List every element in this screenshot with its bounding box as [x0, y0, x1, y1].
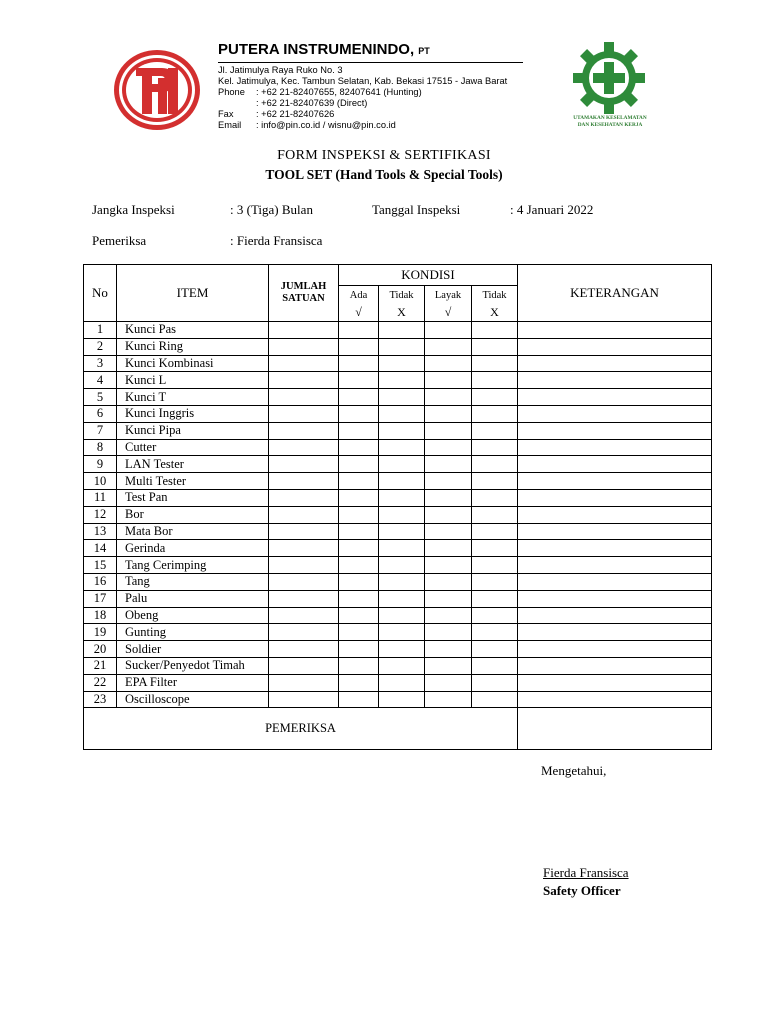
row-tidak-ada-cell[interactable] [379, 456, 425, 473]
row-tidak-ada-cell[interactable] [379, 355, 425, 372]
row-tidak-ada-cell[interactable] [379, 338, 425, 355]
row-tidak-layak-cell[interactable] [472, 338, 518, 355]
row-no: 11 [84, 489, 117, 506]
table-row [84, 389, 712, 406]
row-item: Gerinda [117, 540, 269, 557]
company-name-text: PUTERA INSTRUMENINDO, [218, 41, 415, 58]
row-keterangan-cell[interactable] [518, 607, 712, 624]
row-tidak-ada-cell[interactable] [379, 473, 425, 490]
row-tidak-layak-cell[interactable] [472, 439, 518, 456]
row-layak-cell[interactable] [425, 439, 472, 456]
header-layak [425, 286, 472, 322]
row-no: 14 [84, 540, 117, 557]
row-tidak-ada-cell[interactable] [379, 506, 425, 523]
row-jumlah-cell[interactable] [269, 641, 339, 658]
table-row [84, 489, 712, 506]
row-jumlah-cell[interactable] [269, 573, 339, 590]
company-suffix: PT [418, 46, 430, 56]
row-tidak-ada-cell[interactable] [379, 523, 425, 540]
row-jumlah-cell[interactable] [269, 338, 339, 355]
footer-pemeriksa: PEMERIKSA [84, 708, 518, 750]
row-jumlah-cell[interactable] [269, 322, 339, 339]
row-item: Kunci Kombinasi [117, 355, 269, 372]
row-keterangan-cell[interactable] [518, 405, 712, 422]
row-tidak-ada-cell[interactable] [379, 590, 425, 607]
row-ada-cell[interactable] [339, 322, 379, 339]
k3-slogan-line1: UTAMAKAN KESELAMATAN [573, 115, 647, 121]
k3-slogan [552, 115, 668, 129]
company-name [218, 41, 430, 58]
row-keterangan-cell[interactable] [518, 322, 712, 339]
header-tidak-label: Tidak [389, 290, 414, 301]
table-row [84, 624, 712, 641]
table-row [84, 322, 712, 339]
row-item: Gunting [117, 624, 269, 641]
row-tidak-ada-cell[interactable] [379, 573, 425, 590]
row-keterangan-cell[interactable] [518, 674, 712, 691]
row-no: 1 [84, 322, 117, 339]
row-no: 9 [84, 456, 117, 473]
form-subtitle: TOOL SET (Hand Tools & Special Tools) [265, 167, 503, 182]
k3-gear-cross-icon [562, 42, 656, 114]
row-jumlah-cell[interactable] [269, 456, 339, 473]
letterhead [100, 36, 668, 140]
row-ada-cell[interactable] [339, 657, 379, 674]
row-layak-cell[interactable] [425, 674, 472, 691]
row-item: Soldier [117, 641, 269, 658]
row-tidak-ada-cell[interactable] [379, 624, 425, 641]
row-ada-cell[interactable] [339, 489, 379, 506]
row-item: EPA Filter [117, 674, 269, 691]
row-keterangan-cell[interactable] [518, 691, 712, 708]
row-keterangan-cell[interactable] [518, 456, 712, 473]
row-ada-cell[interactable] [339, 355, 379, 372]
row-no: 8 [84, 439, 117, 456]
row-item: Cutter [117, 439, 269, 456]
row-tidak-layak-cell[interactable] [472, 557, 518, 574]
contact-label: Phone [218, 87, 245, 97]
row-layak-cell[interactable] [425, 405, 472, 422]
row-ada-cell[interactable] [339, 641, 379, 658]
row-tidak-ada-cell[interactable] [379, 557, 425, 574]
row-jumlah-cell[interactable] [269, 557, 339, 574]
table-row [84, 372, 712, 389]
row-keterangan-cell[interactable] [518, 557, 712, 574]
row-keterangan-cell[interactable] [518, 590, 712, 607]
table-row [84, 657, 712, 674]
row-item: LAN Tester [117, 456, 269, 473]
row-layak-cell[interactable] [425, 456, 472, 473]
table-row [84, 523, 712, 540]
row-keterangan-cell[interactable] [518, 372, 712, 389]
row-jumlah-cell[interactable] [269, 657, 339, 674]
row-layak-cell[interactable] [425, 322, 472, 339]
row-jumlah-cell[interactable] [269, 607, 339, 624]
row-tidak-layak-cell[interactable] [472, 540, 518, 557]
row-layak-cell[interactable] [425, 389, 472, 406]
row-no: 16 [84, 573, 117, 590]
row-keterangan-cell[interactable] [518, 389, 712, 406]
row-tidak-ada-cell[interactable] [379, 439, 425, 456]
row-layak-cell[interactable] [425, 506, 472, 523]
row-layak-cell[interactable] [425, 557, 472, 574]
row-layak-cell[interactable] [425, 641, 472, 658]
header-jumlah: JUMLAH [280, 281, 327, 292]
row-no: 15 [84, 557, 117, 574]
row-item: Kunci T [117, 389, 269, 406]
row-tidak-ada-cell[interactable] [379, 641, 425, 658]
row-keterangan-cell[interactable] [518, 355, 712, 372]
row-keterangan-cell[interactable] [518, 489, 712, 506]
header-ada-label: Ada [349, 290, 368, 301]
row-jumlah-cell[interactable] [269, 489, 339, 506]
row-ada-cell[interactable] [339, 590, 379, 607]
header-layak-mark: √ [444, 305, 452, 319]
row-ada-cell[interactable] [339, 338, 379, 355]
table-row [84, 691, 712, 708]
row-layak-cell[interactable] [425, 372, 472, 389]
row-tidak-layak-cell[interactable] [472, 489, 518, 506]
row-jumlah-cell[interactable] [269, 422, 339, 439]
row-jumlah-cell[interactable] [269, 439, 339, 456]
row-jumlah-cell[interactable] [269, 624, 339, 641]
row-tidak-ada-cell[interactable] [379, 372, 425, 389]
row-layak-cell[interactable] [425, 657, 472, 674]
row-layak-cell[interactable] [425, 624, 472, 641]
row-keterangan-cell[interactable] [518, 540, 712, 557]
row-tidak-ada-cell[interactable] [379, 540, 425, 557]
row-no: 2 [84, 338, 117, 355]
row-tidak-layak-cell[interactable] [472, 641, 518, 658]
table-row [84, 557, 712, 574]
row-item: Kunci Inggris [117, 405, 269, 422]
row-no: 21 [84, 657, 117, 674]
row-ada-cell[interactable] [339, 674, 379, 691]
row-no: 23 [84, 691, 117, 708]
header-tidak-mark: X [397, 305, 406, 319]
row-tidak-ada-cell[interactable] [379, 322, 425, 339]
header-layak-label: Layak [434, 290, 462, 301]
row-layak-cell[interactable] [425, 338, 472, 355]
row-jumlah-cell[interactable] [269, 506, 339, 523]
row-item: Kunci L [117, 372, 269, 389]
tanggal-value: : 4 Januari 2022 [510, 202, 594, 217]
row-item: Obeng [117, 607, 269, 624]
row-keterangan-cell[interactable] [518, 641, 712, 658]
row-tidak-layak-cell[interactable] [472, 523, 518, 540]
contact-value: : info@pin.co.id / wisnu@pin.co.id [256, 120, 396, 130]
header-no: No [84, 265, 117, 322]
header-tidak-layak [472, 286, 518, 322]
row-tidak-layak-cell[interactable] [472, 456, 518, 473]
row-keterangan-cell[interactable] [518, 473, 712, 490]
table-row [84, 607, 712, 624]
address-line-1: Jl. Jatimulya Raya Ruko No. 3 [218, 65, 343, 75]
row-tidak-ada-cell[interactable] [379, 405, 425, 422]
table-row [84, 355, 712, 372]
row-layak-cell[interactable] [425, 573, 472, 590]
row-ada-cell[interactable] [339, 540, 379, 557]
row-keterangan-cell[interactable] [518, 573, 712, 590]
row-layak-cell[interactable] [425, 590, 472, 607]
table-row [84, 439, 712, 456]
row-tidak-ada-cell[interactable] [379, 422, 425, 439]
row-jumlah-cell[interactable] [269, 389, 339, 406]
row-no: 22 [84, 674, 117, 691]
row-ada-cell[interactable] [339, 691, 379, 708]
header-keterangan: KETERANGAN [518, 265, 712, 322]
table-row [84, 473, 712, 490]
row-item: Sucker/Penyedot Timah [117, 657, 269, 674]
row-jumlah-cell[interactable] [269, 540, 339, 557]
header-tidak-ada [379, 286, 425, 322]
row-tidak-ada-cell[interactable] [379, 489, 425, 506]
row-ada-cell[interactable] [339, 573, 379, 590]
row-layak-cell[interactable] [425, 489, 472, 506]
contact-phone-2 [218, 98, 367, 109]
footer-signature-cell[interactable] [518, 708, 712, 750]
row-item: Kunci Ring [117, 338, 269, 355]
contact-phone-1 [218, 87, 422, 98]
inspection-table [83, 264, 712, 750]
letterhead-rule [218, 62, 523, 63]
row-tidak-ada-cell[interactable] [379, 657, 425, 674]
contact-fax [218, 109, 334, 120]
row-jumlah-cell[interactable] [269, 691, 339, 708]
table-row [84, 590, 712, 607]
contact-email [218, 120, 396, 131]
signer-name: Fierda Fransisca [543, 865, 629, 880]
row-jumlah-cell[interactable] [269, 355, 339, 372]
row-no: 19 [84, 624, 117, 641]
row-tidak-layak-cell[interactable] [472, 624, 518, 641]
pi-logo-icon [112, 48, 202, 132]
row-keterangan-cell[interactable] [518, 338, 712, 355]
contact-label: Email [218, 120, 242, 130]
form-title: FORM INSPEKSI & SERTIFIKASI [277, 148, 491, 163]
row-item: Palu [117, 590, 269, 607]
row-item: Tang [117, 573, 269, 590]
mengetahui-label: Mengetahui, [541, 763, 607, 778]
table-row [84, 422, 712, 439]
row-tidak-ada-cell[interactable] [379, 389, 425, 406]
row-layak-cell[interactable] [425, 607, 472, 624]
table-row [84, 338, 712, 355]
row-no: 12 [84, 506, 117, 523]
k3-slogan-line2: DAN KESEHATAN KERJA [577, 122, 643, 128]
row-jumlah-cell[interactable] [269, 473, 339, 490]
contact-value: : +62 21-82407626 [256, 109, 335, 119]
row-jumlah-cell[interactable] [269, 523, 339, 540]
row-item: Kunci Pas [117, 322, 269, 339]
row-ada-cell[interactable] [339, 456, 379, 473]
row-layak-cell[interactable] [425, 473, 472, 490]
row-keterangan-cell[interactable] [518, 506, 712, 523]
row-tidak-layak-cell[interactable] [472, 657, 518, 674]
row-keterangan-cell[interactable] [518, 523, 712, 540]
row-tidak-layak-cell[interactable] [472, 473, 518, 490]
row-ada-cell[interactable] [339, 523, 379, 540]
signer-role: Safety Officer [543, 883, 621, 898]
header-satuan: SATUAN [282, 293, 325, 304]
row-keterangan-cell[interactable] [518, 422, 712, 439]
row-item: Kunci Pipa [117, 422, 269, 439]
row-tidak-layak-cell[interactable] [472, 422, 518, 439]
table-row [84, 456, 712, 473]
row-no: 18 [84, 607, 117, 624]
jangka-value: : 3 (Tiga) Bulan [230, 202, 313, 217]
row-tidak-ada-cell[interactable] [379, 674, 425, 691]
row-tidak-layak-cell[interactable] [472, 607, 518, 624]
row-keterangan-cell[interactable] [518, 624, 712, 641]
table-row [84, 674, 712, 691]
table-row [84, 405, 712, 422]
row-item: Tang Cerimping [117, 557, 269, 574]
row-ada-cell[interactable] [339, 607, 379, 624]
header-ada [339, 286, 379, 322]
header-jumlah-satuan [269, 265, 339, 322]
table-row [84, 506, 712, 523]
row-tidak-layak-cell[interactable] [472, 322, 518, 339]
row-ada-cell[interactable] [339, 422, 379, 439]
row-no: 5 [84, 389, 117, 406]
tanggal-label: Tanggal Inspeksi [372, 202, 461, 217]
row-ada-cell[interactable] [339, 557, 379, 574]
row-ada-cell[interactable] [339, 439, 379, 456]
row-no: 3 [84, 355, 117, 372]
row-no: 4 [84, 372, 117, 389]
row-item: Multi Tester [117, 473, 269, 490]
table-row [84, 641, 712, 658]
jangka-label: Jangka Inspeksi [92, 202, 175, 217]
header-tidak-mark: X [490, 305, 499, 319]
pemeriksa-label: Pemeriksa [92, 233, 147, 248]
pemeriksa-value: : Fierda Fransisca [230, 233, 323, 248]
row-ada-cell[interactable] [339, 389, 379, 406]
header-ada-mark: √ [355, 305, 362, 319]
row-tidak-layak-cell[interactable] [472, 590, 518, 607]
row-keterangan-cell[interactable] [518, 439, 712, 456]
row-item: Bor [117, 506, 269, 523]
table-row [84, 573, 712, 590]
row-item: Test Pan [117, 489, 269, 506]
row-item: Mata Bor [117, 523, 269, 540]
row-tidak-layak-cell[interactable] [472, 372, 518, 389]
row-tidak-ada-cell[interactable] [379, 691, 425, 708]
header-tidak-label: Tidak [482, 290, 507, 301]
row-layak-cell[interactable] [425, 540, 472, 557]
row-layak-cell[interactable] [425, 422, 472, 439]
row-tidak-layak-cell[interactable] [472, 355, 518, 372]
row-layak-cell[interactable] [425, 523, 472, 540]
row-jumlah-cell[interactable] [269, 405, 339, 422]
row-tidak-layak-cell[interactable] [472, 674, 518, 691]
header-item: ITEM [117, 265, 269, 322]
row-no: 10 [84, 473, 117, 490]
row-no: 7 [84, 422, 117, 439]
row-tidak-layak-cell[interactable] [472, 389, 518, 406]
row-jumlah-cell[interactable] [269, 590, 339, 607]
row-keterangan-cell[interactable] [518, 657, 712, 674]
row-ada-cell[interactable] [339, 372, 379, 389]
row-jumlah-cell[interactable] [269, 674, 339, 691]
contact-label: Fax [218, 109, 234, 119]
row-no: 20 [84, 641, 117, 658]
row-ada-cell[interactable] [339, 473, 379, 490]
row-ada-cell[interactable] [339, 405, 379, 422]
row-layak-cell[interactable] [425, 355, 472, 372]
contact-value: : +62 21-82407639 (Direct) [256, 98, 368, 108]
row-jumlah-cell[interactable] [269, 372, 339, 389]
contact-value: : +62 21-82407655, 82407641 (Hunting) [256, 87, 422, 97]
header-kondisi: KONDISI [339, 265, 518, 286]
row-tidak-layak-cell[interactable] [472, 691, 518, 708]
row-tidak-layak-cell[interactable] [472, 506, 518, 523]
row-no: 13 [84, 523, 117, 540]
row-ada-cell[interactable] [339, 506, 379, 523]
row-ada-cell[interactable] [339, 624, 379, 641]
row-layak-cell[interactable] [425, 691, 472, 708]
row-no: 6 [84, 405, 117, 422]
row-no: 17 [84, 590, 117, 607]
row-item: Oscilloscope [117, 691, 269, 708]
table-row [84, 540, 712, 557]
row-tidak-layak-cell[interactable] [472, 573, 518, 590]
address-line-2: Kel. Jatimulya, Kec. Tambun Selatan, Kab. Bekasi 17515 - Jawa Barat [218, 76, 508, 86]
row-tidak-ada-cell[interactable] [379, 607, 425, 624]
row-tidak-layak-cell[interactable] [472, 405, 518, 422]
